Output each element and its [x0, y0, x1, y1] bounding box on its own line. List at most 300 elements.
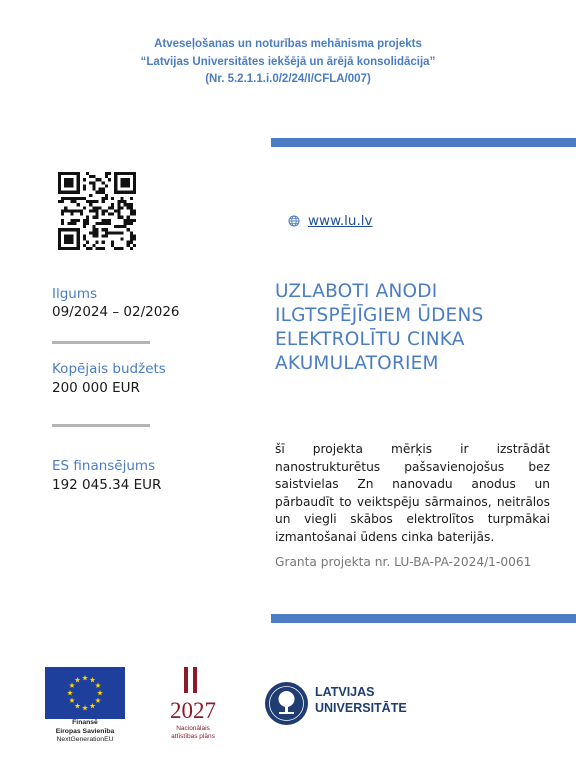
- qr-module: [102, 197, 105, 200]
- qr-module: [61, 191, 64, 194]
- qr-module: [117, 209, 120, 212]
- qr-module: [64, 206, 67, 209]
- eu-caption-line-2: Eiropas Savienība: [55, 727, 115, 735]
- qr-module: [120, 197, 123, 200]
- grant-number: Granta projekta nr. LU-BA-PA-2024/1-0061: [275, 555, 532, 569]
- qr-module: [127, 178, 130, 181]
- qr-module: [80, 197, 83, 200]
- qr-module: [127, 184, 130, 187]
- qr-module: [67, 184, 70, 187]
- qr-module: [83, 219, 86, 222]
- qr-module: [117, 231, 120, 234]
- qr-module: [114, 188, 117, 191]
- qr-module: [95, 209, 98, 212]
- qr-module: [58, 200, 61, 203]
- qr-module: [61, 213, 64, 216]
- qr-module: [117, 225, 120, 228]
- qr-module: [105, 194, 108, 197]
- qr-module: [70, 197, 73, 200]
- qr-module: [92, 234, 95, 237]
- qr-module: [105, 222, 108, 225]
- qr-module: [124, 181, 127, 184]
- qr-module: [92, 225, 95, 228]
- qr-module: [127, 241, 130, 244]
- qr-module: [58, 188, 61, 191]
- qr-module: [111, 241, 114, 244]
- qr-module: [95, 216, 98, 219]
- qr-module: [89, 231, 92, 234]
- qr-module: [102, 188, 105, 191]
- qr-module: [120, 181, 123, 184]
- qr-module: [111, 206, 114, 209]
- qr-module: [108, 231, 111, 234]
- qr-module: [105, 231, 108, 234]
- qr-module: [114, 191, 117, 194]
- qr-module: [117, 172, 120, 175]
- qr-module: [105, 209, 108, 212]
- qr-module: [89, 181, 92, 184]
- qr-module: [67, 178, 70, 181]
- qr-module: [74, 200, 77, 203]
- qr-module: [92, 244, 95, 247]
- qr-module: [117, 213, 120, 216]
- qr-module: [130, 213, 133, 216]
- qr-module: [130, 231, 133, 234]
- qr-module: [74, 197, 77, 200]
- qr-module: [70, 200, 73, 203]
- project-title: [275, 280, 565, 376]
- qr-module: [64, 247, 67, 250]
- qr-module: [130, 247, 133, 250]
- university-name-line-2: UNIVERSITĀTE: [315, 701, 407, 715]
- qr-module: [105, 234, 108, 237]
- header-line-1: Atveseļošanas un noturības mehānisma projekts: [154, 38, 422, 50]
- qr-module: [89, 247, 92, 250]
- qr-module: [58, 172, 61, 175]
- university-name: [315, 684, 407, 716]
- qr-module: [133, 213, 136, 216]
- qr-module: [77, 175, 80, 178]
- top-accent-bar: [271, 138, 576, 147]
- qr-module: [61, 228, 64, 231]
- qr-module: [108, 172, 111, 175]
- eu-caption-line-3: NextGenerationEU: [56, 736, 114, 743]
- qr-module: [77, 203, 80, 206]
- qr-module: [120, 200, 123, 203]
- qr-module: [102, 209, 105, 212]
- qr-module: [102, 241, 105, 244]
- qr-module: [102, 181, 105, 184]
- qr-module: [92, 231, 95, 234]
- qr-module: [83, 184, 86, 187]
- qr-module: [127, 181, 130, 184]
- national-development-plan-logo: [160, 664, 226, 724]
- qr-module: [111, 244, 114, 247]
- qr-module: [99, 206, 102, 209]
- qr-module: [58, 247, 61, 250]
- qr-module: [130, 209, 133, 212]
- qr-module: [127, 222, 130, 225]
- globe-icon: [288, 215, 300, 227]
- qr-module: [77, 191, 80, 194]
- qr-module: [92, 181, 95, 184]
- qr-module: [105, 184, 108, 187]
- qr-module: [124, 225, 127, 228]
- qr-module: [124, 178, 127, 181]
- qr-module: [111, 203, 114, 206]
- qr-module: [83, 238, 86, 241]
- qr-module: [86, 247, 89, 250]
- qr-module: [77, 247, 80, 250]
- qr-module: [61, 222, 64, 225]
- qr-module: [105, 228, 108, 231]
- qr-module: [64, 172, 67, 175]
- qr-module: [120, 238, 123, 241]
- qr-module: [67, 234, 70, 237]
- qr-module: [67, 222, 70, 225]
- title-line-4: AKUMULATORIEM: [275, 353, 439, 374]
- qr-module: [77, 241, 80, 244]
- qr-module: [127, 203, 130, 206]
- qr-module: [64, 228, 67, 231]
- divider: [52, 341, 150, 344]
- qr-module: [67, 197, 70, 200]
- qr-module: [89, 209, 92, 212]
- qr-module: [95, 200, 98, 203]
- qr-module: [133, 244, 136, 247]
- qr-module: [80, 209, 83, 212]
- qr-module: [133, 209, 136, 212]
- qr-module: [95, 178, 98, 181]
- qr-module: [114, 209, 117, 212]
- qr-module: [130, 172, 133, 175]
- qr-module: [133, 184, 136, 187]
- university-name-line-1: LATVIJAS: [315, 685, 375, 699]
- qr-module: [133, 191, 136, 194]
- title-line-3: ELEKTROLĪTU CINKA: [275, 329, 465, 350]
- qr-module: [92, 228, 95, 231]
- qr-module: [124, 222, 127, 225]
- website-link-row: [288, 213, 373, 229]
- qr-module: [86, 241, 89, 244]
- qr-module: [124, 184, 127, 187]
- qr-module: [108, 213, 111, 216]
- qr-module: [102, 234, 105, 237]
- title-line-1: UZLABOTI ANODI: [275, 281, 438, 302]
- header-line-3: (Nr. 5.2.1.1.i.0/2/24/I/CFLA/007): [205, 73, 371, 85]
- qr-module: [77, 231, 80, 234]
- qr-module: [117, 200, 120, 203]
- qr-module: [124, 200, 127, 203]
- qr-module: [133, 188, 136, 191]
- qr-module: [77, 172, 80, 175]
- qr-module: [114, 184, 117, 187]
- qr-module: [117, 247, 120, 250]
- eu-flag-logo: [45, 667, 125, 719]
- qr-module: [95, 213, 98, 216]
- qr-module: [58, 178, 61, 181]
- qr-module: [58, 231, 61, 234]
- qr-module: [77, 238, 80, 241]
- qr-module: [133, 219, 136, 222]
- qr-module: [74, 219, 77, 222]
- qr-module: [77, 184, 80, 187]
- qr-module: [95, 191, 98, 194]
- budget-label: Kopējais budžets: [52, 361, 166, 377]
- qr-module: [127, 206, 130, 209]
- qr-module: [70, 219, 73, 222]
- qr-module: [67, 241, 70, 244]
- qr-module: [64, 184, 67, 187]
- nap-year: 2027: [170, 698, 216, 723]
- qr-module: [83, 188, 86, 191]
- qr-module: [67, 172, 70, 175]
- qr-module: [127, 244, 130, 247]
- qr-module: [58, 181, 61, 184]
- qr-module: [70, 234, 73, 237]
- qr-module: [77, 228, 80, 231]
- title-line-2: ILGTSPĒJĪGIEM ŪDENS: [275, 305, 484, 326]
- qr-module: [67, 238, 70, 241]
- divider: [52, 424, 150, 427]
- project-header: [0, 36, 576, 89]
- qr-module: [120, 206, 123, 209]
- qr-module: [58, 241, 61, 244]
- qr-module: [70, 178, 73, 181]
- qr-module: [80, 213, 83, 216]
- qr-module: [61, 219, 64, 222]
- qr-module: [95, 231, 98, 234]
- qr-module: [70, 213, 73, 216]
- qr-module: [108, 206, 111, 209]
- eu-caption-line-1: Finansē: [72, 719, 98, 726]
- qr-module: [67, 209, 70, 212]
- qr-module: [130, 203, 133, 206]
- qr-module: [133, 178, 136, 181]
- qr-module: [64, 197, 67, 200]
- qr-module: [61, 209, 64, 212]
- qr-module: [58, 244, 61, 247]
- qr-module: [64, 181, 67, 184]
- qr-module: [114, 178, 117, 181]
- qr-module: [70, 184, 73, 187]
- qr-module: [86, 172, 89, 175]
- duration-label: Ilgums: [52, 286, 98, 302]
- qr-module: [58, 234, 61, 237]
- qr-module: [64, 234, 67, 237]
- qr-module: [102, 200, 105, 203]
- qr-module: [83, 244, 86, 247]
- qr-module: [130, 241, 133, 244]
- qr-module: [102, 247, 105, 250]
- qr-module: [58, 191, 61, 194]
- qr-module: [102, 228, 105, 231]
- qr-module: [95, 234, 98, 237]
- qr-module: [77, 197, 80, 200]
- qr-module: [99, 191, 102, 194]
- qr-module: [70, 238, 73, 241]
- qr-module: [95, 222, 98, 225]
- project-description: šī projekta mērķis ir izstrādāt nanostrukturētus pašsavienojošus bez saistvielas Zn nanovadu anodus un pārbaudīt to veiktspēju sārmainos, neitrālos un viegli skābos elektrolītos turpmākai izmantošanai ūdens cinka baterijās.: [275, 442, 550, 544]
- qr-module: [61, 247, 64, 250]
- qr-module: [77, 181, 80, 184]
- eu-funding-caption: [30, 719, 140, 745]
- qr-module: [95, 241, 98, 244]
- qr-module: [70, 228, 73, 231]
- qr-module: [120, 184, 123, 187]
- website-link[interactable]: www.lu.lv: [308, 213, 373, 229]
- duration-value: 09/2024 – 02/2026: [52, 304, 180, 320]
- qr-module: [117, 216, 120, 219]
- qr-module: [86, 222, 89, 225]
- qr-module: [108, 222, 111, 225]
- qr-module: [89, 175, 92, 178]
- qr-module: [124, 203, 127, 206]
- qr-module: [127, 219, 130, 222]
- nap-caption-line-2: attīstības plāns: [171, 733, 215, 740]
- qr-module: [102, 219, 105, 222]
- qr-module: [67, 191, 70, 194]
- qr-module: [92, 184, 95, 187]
- qr-module: [120, 191, 123, 194]
- qr-module: [89, 200, 92, 203]
- qr-module: [114, 225, 117, 228]
- qr-module: [92, 175, 95, 178]
- qr-module: [124, 172, 127, 175]
- qr-module: [111, 213, 114, 216]
- qr-module: [130, 191, 133, 194]
- qr-module: [77, 178, 80, 181]
- qr-module: [99, 222, 102, 225]
- qr-module: [102, 222, 105, 225]
- qr-module: [95, 247, 98, 250]
- qr-module: [70, 209, 73, 212]
- qr-module: [74, 247, 77, 250]
- qr-module: [77, 244, 80, 247]
- right-accent-bar: [271, 614, 576, 623]
- qr-module: [105, 175, 108, 178]
- qr-module: [64, 209, 67, 212]
- qr-module: [83, 222, 86, 225]
- qr-module: [114, 172, 117, 175]
- qr-module: [74, 191, 77, 194]
- qr-module: [74, 222, 77, 225]
- qr-module: [70, 191, 73, 194]
- qr-module: [127, 191, 130, 194]
- qr-module: [99, 188, 102, 191]
- qr-module: [99, 247, 102, 250]
- qr-module: [95, 228, 98, 231]
- qr-module: [67, 181, 70, 184]
- qr-module: [130, 206, 133, 209]
- qr-module: [130, 234, 133, 237]
- qr-module: [127, 216, 130, 219]
- qr-module: [86, 216, 89, 219]
- qr-module: [83, 178, 86, 181]
- header-line-2: “Latvijas Universitātes iekšējā un ārējā konsolidācija”: [140, 55, 436, 68]
- qr-module: [127, 228, 130, 231]
- qr-module: [114, 175, 117, 178]
- qr-module: [77, 234, 80, 237]
- qr-module: [120, 247, 123, 250]
- qr-module: [92, 206, 95, 209]
- eu-funding-label: ES finansējums: [52, 458, 156, 474]
- qr-module: [58, 228, 61, 231]
- qr-module: [86, 200, 89, 203]
- qr-module: [120, 231, 123, 234]
- qr-module: [133, 175, 136, 178]
- qr-module: [64, 178, 67, 181]
- qr-module: [117, 191, 120, 194]
- qr-module: [133, 234, 136, 237]
- qr-module: [130, 222, 133, 225]
- qr-module: [61, 200, 64, 203]
- qr-module: [117, 206, 120, 209]
- qr-module: [86, 219, 89, 222]
- qr-code[interactable]: [58, 172, 136, 250]
- qr-module: [120, 172, 123, 175]
- qr-module: [92, 200, 95, 203]
- qr-module: [117, 203, 120, 206]
- qr-module: [58, 238, 61, 241]
- qr-module: [124, 219, 127, 222]
- qr-module: [114, 247, 117, 250]
- qr-module: [102, 191, 105, 194]
- qr-module: [130, 219, 133, 222]
- qr-module: [105, 219, 108, 222]
- qr-module: [89, 194, 92, 197]
- qr-module: [67, 247, 70, 250]
- qr-module: [64, 238, 67, 241]
- qr-module: [61, 172, 64, 175]
- qr-module: [111, 197, 114, 200]
- qr-module: [124, 191, 127, 194]
- qr-module: [95, 206, 98, 209]
- qr-module: [120, 225, 123, 228]
- qr-module: [61, 197, 64, 200]
- qr-module: [83, 197, 86, 200]
- qr-module: [108, 178, 111, 181]
- qr-module: [120, 216, 123, 219]
- qr-module: [108, 219, 111, 222]
- qr-module: [133, 181, 136, 184]
- qr-module: [105, 172, 108, 175]
- qr-module: [77, 219, 80, 222]
- qr-module: [130, 238, 133, 241]
- eu-funding-value: 192 045.34 EUR: [52, 477, 162, 493]
- qr-module: [89, 203, 92, 206]
- nap-caption-line-1: Nacionālais: [176, 725, 210, 732]
- qr-module: [74, 172, 77, 175]
- qr-module: [74, 209, 77, 212]
- qr-module: [58, 175, 61, 178]
- qr-module: [92, 209, 95, 212]
- qr-module: [64, 241, 67, 244]
- qr-module: [105, 197, 108, 200]
- qr-module: [92, 188, 95, 191]
- qr-module: [133, 238, 136, 241]
- qr-module: [70, 181, 73, 184]
- qr-module: [114, 231, 117, 234]
- qr-module: [58, 184, 61, 187]
- qr-module: [99, 178, 102, 181]
- qr-module: [114, 181, 117, 184]
- qr-module: [77, 188, 80, 191]
- qr-module: [120, 178, 123, 181]
- qr-module: [70, 222, 73, 225]
- qr-module: [70, 247, 73, 250]
- qr-module: [64, 191, 67, 194]
